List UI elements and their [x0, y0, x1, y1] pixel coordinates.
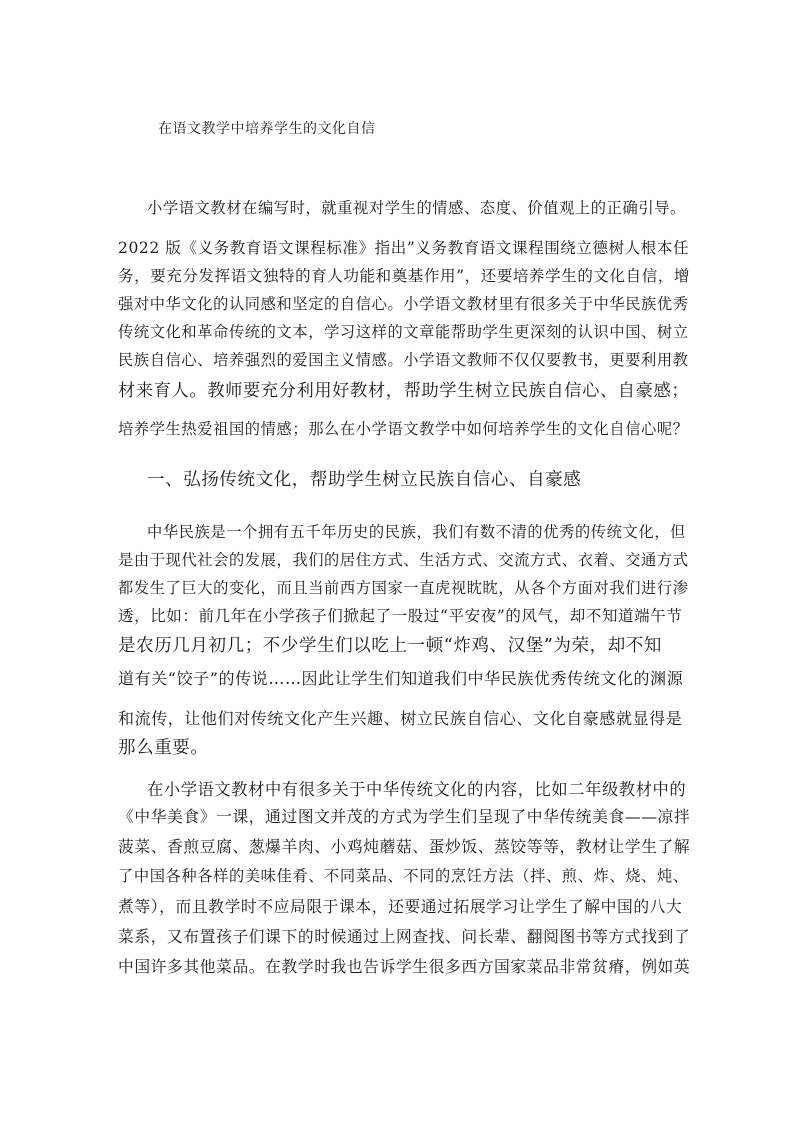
paragraph-line: 煮等），而且教学时不应局限于课本，还要通过拓展学习让学生了解中国的八大 — [118, 897, 683, 916]
paragraph-line: 和流传，让他们对传统文化产生兴趣、树立民族自信心、文化自豪感就显得是 — [118, 709, 683, 728]
paragraph-line: 那么重要。 — [118, 738, 209, 758]
paragraph-line: 培养学生热爱祖国的情感；那么在小学语文教学中如何培养学生的文化自信心呢？ — [118, 420, 689, 438]
paragraph-line: 都发生了巨大的变化，而且当前西方国家一直虎视眈眈，从各个方面对我们进行渗 — [118, 579, 689, 597]
paragraph-line: 在小学语文教材中有很多关于中华传统文化的内容，比如二年级教材中的 — [147, 780, 687, 799]
paragraph-line: 中国许多其他菜品。在教学时我也告诉学生很多西方国家菜品非常贫瘠，例如英 — [118, 957, 691, 976]
paragraph-line: 中华民族是一个拥有五千年历史的民族，我们有数不清的优秀的传统文化，但 — [147, 523, 686, 541]
paragraph-line: 小学语文教材在编写时，就重视对学生的情感、态度、价值观上的正确引导。 — [147, 199, 686, 217]
paragraph-line: 菠菜、香煎豆腐、葱爆羊肉、小鸡炖蘑菇、蛋炒饭、蒸饺等等，教材让学生了解 — [118, 837, 691, 856]
document-title: 在语文教学中培养学生的文化自信 — [158, 121, 376, 137]
paragraph-line: 了中国各种各样的美味佳肴、不同菜品、不同的烹饪方法（拌、煎、炸、烧、炖、 — [118, 867, 689, 885]
paragraph-line: 材来育人。教师要充分利用好教材，帮助学生树立民族自信心、自豪感； — [118, 381, 690, 401]
paragraph-line: 是农历几月初几；不少学生们以吃上一顿“炸鸡、汉堡”为荣，却不知 — [118, 636, 662, 656]
section-heading: 一、弘扬传统文化，帮助学生树立民族自信心、自豪感 — [147, 470, 582, 490]
paragraph-line: 务，要充分发挥语文独特的育人功能和奠基作用”，还要培养学生的文化自信，增 — [118, 267, 691, 285]
paragraph-line: 菜系，又布置孩子们课下的时候通过上网查找、问长辈、翻阅图书等方式找到了 — [118, 927, 691, 946]
paragraph-line: 《中华美食》一课，通过图文并茂的方式为学生们呈现了中华传统美食——凉拌 — [118, 807, 691, 826]
paragraph-line: 道有关“饺子”的传说……因此让学生们知道我们中华民族优秀传统文化的渊源 — [118, 669, 684, 688]
paragraph-line: 2022 版《义务教育语文课程标准》指出”义务教育语文课程围绕立德树人根本任 — [118, 239, 690, 257]
paragraph-line: 透，比如：前几年在小学孩子们掀起了一股过“平安夜”的风气，却不知道端午节 — [118, 607, 683, 625]
paragraph-line: 强对中华文化的认同感和坚定的自信心。小学语文教材里有很多关于中华民族优秀 — [118, 295, 689, 313]
paragraph-line: 传统文化和革命传统的文本，学习这样的文章能帮助学生更深刻的认识中国、树立 — [118, 323, 689, 341]
paragraph-line: 是由于现代社会的发展，我们的居住方式、生活方式、交流方式、衣着、交通方式 — [118, 551, 689, 569]
paragraph-line: 民族自信心、培养强烈的爱国主义情感。小学语文教师不仅仅要教书，更要利用教 — [118, 351, 689, 369]
